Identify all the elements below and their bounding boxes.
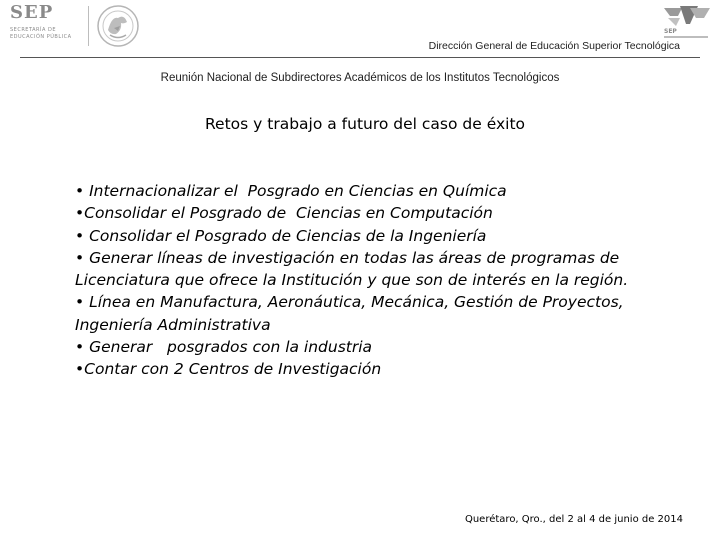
- logo-divider: [88, 6, 89, 46]
- bullet-marker: •: [75, 226, 90, 245]
- sep-logo-subtitle-line2: EDUCACIÓN PÚBLICA: [10, 34, 72, 40]
- bullet-list: [75, 180, 695, 381]
- bullet-text: Contar con 2 Centros de Investigación: [84, 360, 382, 379]
- bullet-marker: •: [75, 248, 90, 267]
- slide-title: Retos y trabajo a futuro del caso de éxito: [204, 115, 526, 133]
- bullet-marker: •: [75, 338, 90, 357]
- organization-name: Dirección General de Educación Superior Tecnológica: [428, 40, 680, 52]
- bullet-item: [75, 247, 695, 292]
- bullet-marker: •: [75, 204, 85, 223]
- bullet-text: Línea en Manufactura, Aeronáutica, Mecánica, Gestión de Proyectos, Ingeniería Administrativa: [75, 293, 629, 334]
- header-divider: [20, 57, 700, 58]
- meeting-name: Reunión Nacional de Subdirectores Académicos de los Institutos Tecnológicos: [160, 72, 560, 84]
- tecnm-logo-icon: [660, 2, 718, 42]
- bullet-marker: •: [75, 360, 85, 379]
- footer-place-date: Querétaro, Qro., del 2 al 4 de junio de 2014: [464, 514, 683, 525]
- bullet-text: Consolidar el Posgrado de Ciencias en Computación: [84, 204, 493, 223]
- bullet-marker: •: [75, 293, 90, 312]
- bullet-item: [75, 202, 695, 224]
- bullet-item: [75, 180, 695, 202]
- bullet-item: [75, 336, 695, 358]
- bullet-item: [75, 291, 695, 336]
- svg-text:SEP: SEP: [664, 28, 677, 35]
- sep-logo-word: SEP: [10, 2, 54, 23]
- sep-logo-subtitle-line1: SECRETARÍA DE: [10, 27, 57, 33]
- bullet-text: Generar líneas de investigación en todas las áreas de programas de Licenciatura que ofrece la Institución y que son de interés en la región.: [75, 248, 629, 290]
- bullet-item: [75, 225, 695, 247]
- bullet-text: Internacionalizar el Posgrado en Ciencias en Química: [89, 182, 507, 200]
- bullet-text: Consolidar el Posgrado de Ciencias de la Ingeniería: [89, 226, 487, 245]
- bullet-text: Generar posgrados con la industria: [89, 338, 373, 357]
- bullet-marker: •: [75, 182, 90, 200]
- mexican-coat-of-arms-icon: [94, 4, 142, 48]
- sep-logo-subtitle: [10, 27, 80, 41]
- bullet-item: [75, 358, 695, 380]
